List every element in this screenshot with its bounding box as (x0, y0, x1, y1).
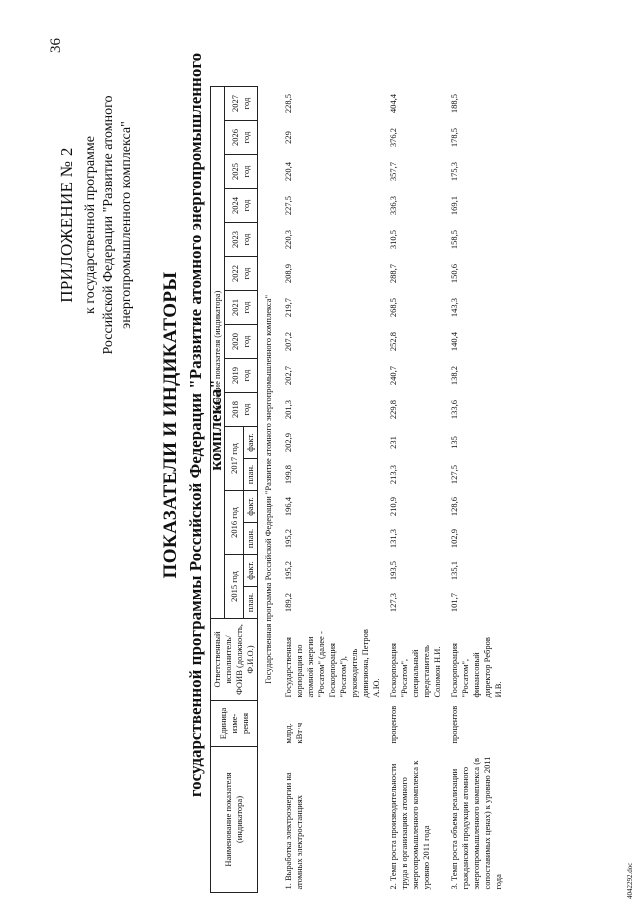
value-cell: 202,7 (283, 365, 293, 386)
value-cell: 189,2 (283, 592, 293, 613)
table-row (444, 87, 505, 893)
header-year-2015: 2015 год (225, 555, 244, 619)
indicator-name-cell (383, 747, 444, 893)
value-cell: 131,3 (388, 528, 398, 549)
header-year-2026: 2026 год (225, 121, 258, 155)
header-year-2025: 2025 год (225, 155, 258, 189)
value-cell: 201,3 (283, 399, 293, 420)
header-year-2019: 2019 год (225, 359, 258, 393)
indicator-name-cell (444, 747, 505, 893)
unit-cell: процентов (388, 705, 398, 744)
value-cell: 175,3 (449, 161, 459, 182)
value-cell: 220,3 (283, 229, 293, 250)
responsible-cell: Госкорпорация "Росатом", финансовый директор Ребров И.В. (449, 637, 503, 698)
header-plan: план. (244, 523, 258, 555)
document-title: ПОКАЗАТЕЛИ И ИНДИКАТОРЫ (160, 271, 181, 579)
value-cell: 135,1 (449, 560, 459, 581)
value-cell: 133,6 (449, 399, 459, 420)
header-year-2016: 2016 год (225, 491, 244, 555)
document-code: 4042292.doc (626, 862, 634, 899)
row-number: 1. (283, 883, 293, 890)
table-row (383, 87, 444, 893)
indicator-name: Выработка электроэнергии на атомных электростанциях (283, 772, 304, 890)
header-year-2024: 2024 год (225, 189, 258, 223)
responsible-cell: Госкорпорация "Росатом", специальный представитель Соломон Н.И. (388, 643, 442, 698)
document-subtitle: государственной программы Российской Федерации "Развитие атомного энергопромышленного комплекса" (186, 52, 225, 798)
value-cell: 229 (283, 131, 293, 144)
value-cell: 252,8 (388, 331, 398, 352)
appendix-line: к государственной программе (83, 136, 98, 314)
value-cell: 288,7 (388, 263, 398, 284)
indicator-name-cell (278, 747, 383, 893)
header-year-2023: 2023 год (225, 223, 258, 257)
value-cell: 376,2 (388, 127, 398, 148)
value-cell: 127,3 (388, 592, 398, 613)
header-year-2018: 2018 год (225, 393, 258, 427)
value-cell: 101,7 (449, 592, 459, 613)
value-cell: 158,5 (449, 229, 459, 250)
value-cell: 219,7 (283, 297, 293, 318)
value-cell: 196,4 (283, 496, 293, 517)
indicator-name: Темп роста объема реализации гражданской продукции атомного энергопромышленного комплекса (в сопоставимых ценах) к уровню 2011 года (449, 756, 503, 890)
program-row: Государственная программа Российской Федерации "Развитие атомного энергопромышленного комплекса" (263, 294, 273, 685)
value-cell: 268,5 (388, 297, 398, 318)
value-cell: 208,9 (283, 263, 293, 284)
header-unit: Единица изме-рения (211, 701, 258, 747)
appendix-title: ПРИЛОЖЕНИЕ № 2 (57, 147, 76, 303)
value-cell: 336,3 (388, 195, 398, 216)
value-cell: 127,5 (449, 464, 459, 485)
responsible-cell: Государственная корпорация по атомной энергии "Росатом" (далее - Госкорпорация "Росатом"), руководитель дивизиона, Петров А.Ю. (283, 629, 381, 698)
value-cell: 202,9 (283, 432, 293, 453)
value-cell: 404,4 (388, 93, 398, 114)
value-cell: 128,6 (449, 496, 459, 517)
header-plan: план. (244, 587, 258, 619)
header-fact: факт. (244, 427, 258, 459)
table-row (278, 87, 383, 893)
value-cell: 138,2 (449, 365, 459, 386)
value-cell: 193,5 (388, 560, 398, 581)
header-year-2022: 2022 год (225, 257, 258, 291)
value-cell: 199,8 (283, 464, 293, 485)
value-cell: 310,5 (388, 229, 398, 250)
indicator-name: Темп роста производительности труда в организациях атомного энергопромышленного комплекса к уровню 2011 года (388, 760, 431, 890)
header-name: Наименование показателя (индикатора) (211, 747, 258, 893)
value-cell: 195,2 (283, 528, 293, 549)
value-cell: 188,5 (449, 93, 459, 114)
row-number: 3. (449, 883, 459, 890)
value-cell: 240,7 (388, 365, 398, 386)
value-cell: 169,1 (449, 195, 459, 216)
header-year-2020: 2020 год (225, 325, 258, 359)
unit-cell: млрд. кВт·ч (283, 722, 304, 744)
indicators-table (210, 86, 505, 893)
value-cell: 228,5 (283, 93, 293, 114)
appendix-line: Российской Федерации "Развитие атомного (101, 95, 116, 355)
page-number: 36 (48, 38, 64, 53)
header-year-2027: 2027 год (225, 87, 258, 121)
value-cell: 102,9 (449, 528, 459, 549)
value-cell: 178,5 (449, 127, 459, 148)
value-cell: 140,4 (449, 331, 459, 352)
header-plan: план. (244, 459, 258, 491)
value-cell: 229,8 (388, 399, 398, 420)
header-year-2017: 2017 год (225, 427, 244, 491)
value-cell: 210,9 (388, 496, 398, 517)
header-fact: факт. (244, 491, 258, 523)
value-cell: 150,6 (449, 263, 459, 284)
value-cell: 143,3 (449, 297, 459, 318)
appendix-block (58, 65, 136, 385)
value-cell: 220,4 (283, 161, 293, 182)
row-number: 2. (388, 883, 398, 890)
value-cell: 231 (388, 436, 398, 449)
appendix-line: энергопромышленного комплекса" (119, 121, 134, 329)
header-year-2021: 2021 год (225, 291, 258, 325)
header-values-group: Значение показателя (индикатора) (211, 87, 225, 619)
value-cell: 195,2 (283, 560, 293, 581)
value-cell: 213,3 (388, 464, 398, 485)
value-cell: 135 (449, 436, 459, 449)
value-cell: 207,2 (283, 331, 293, 352)
unit-cell: процентов (449, 705, 459, 744)
header-fact: факт. (244, 555, 258, 587)
value-cell: 227,5 (283, 195, 293, 216)
value-cell: 357,7 (388, 161, 398, 182)
header-responsible: Ответственный исполнитель/ ФОИВ (должность, Ф.И.О.) (211, 619, 258, 701)
